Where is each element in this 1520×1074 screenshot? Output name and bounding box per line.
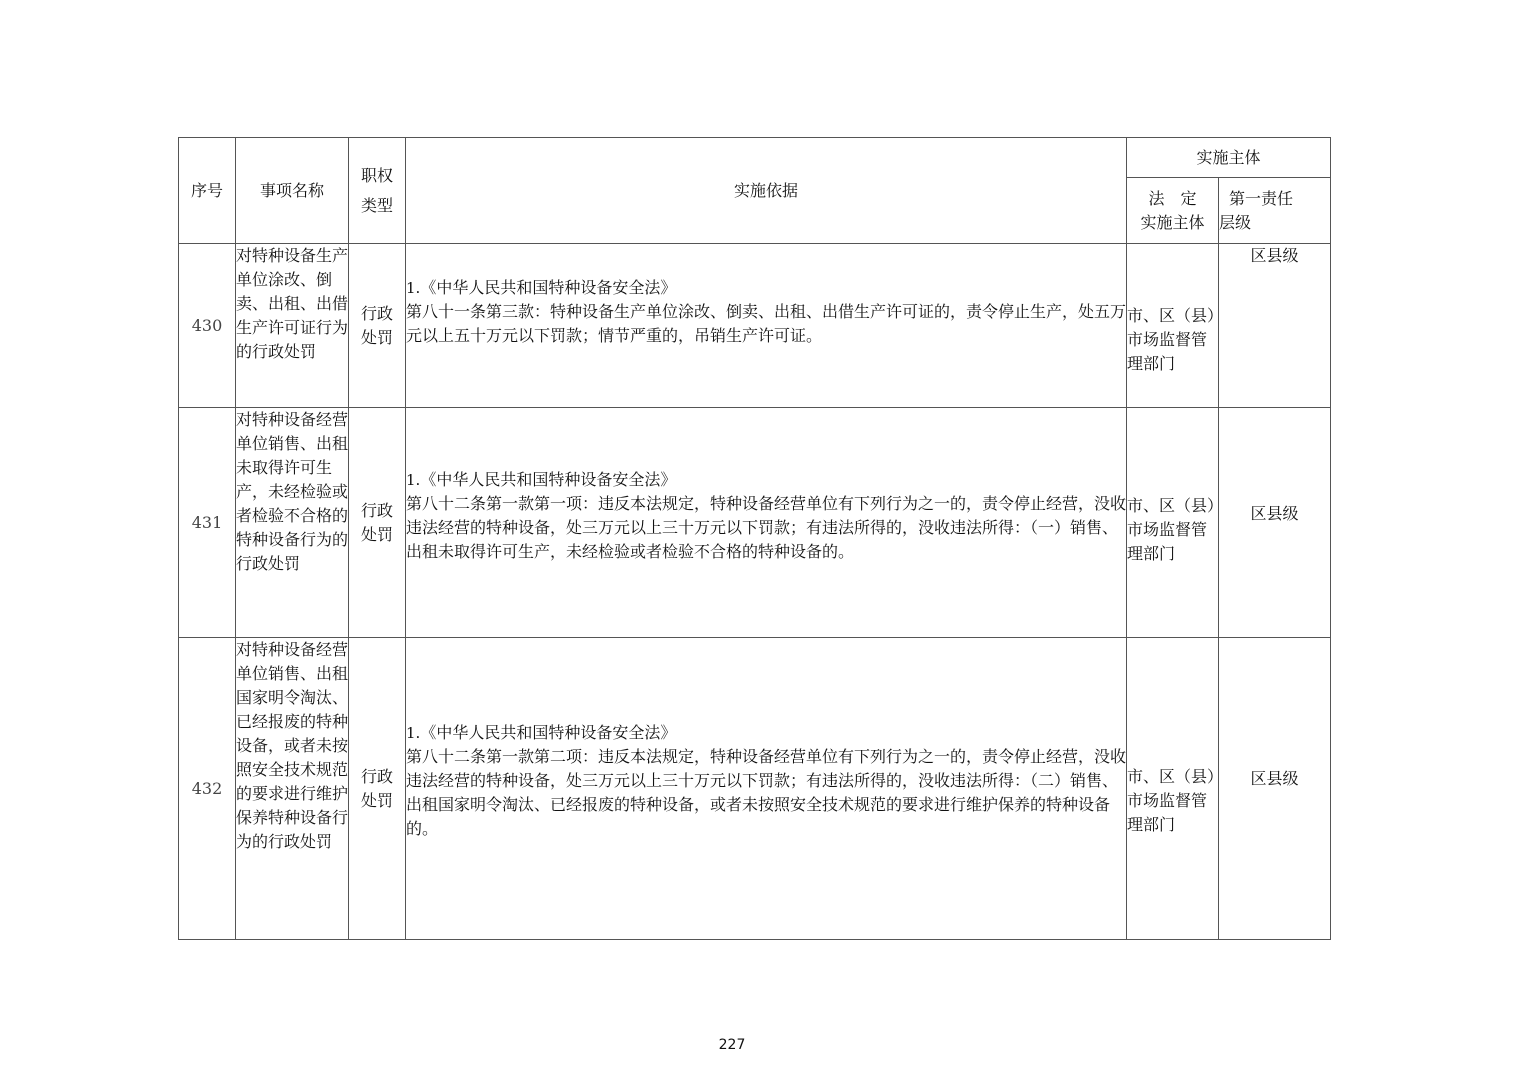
row-legal-subject: 市、区（县）市场监督管理部门 bbox=[1127, 408, 1219, 638]
header-legal-line1: 法 定 bbox=[1148, 188, 1197, 208]
law-title-text: 《中华人民共和国特种设备安全法》 bbox=[420, 469, 677, 489]
header-type-line2: 类型 bbox=[360, 195, 393, 215]
row-seq: 431 bbox=[179, 408, 236, 638]
law-title bbox=[406, 468, 1126, 492]
table-row bbox=[179, 244, 1331, 408]
row-type-line1: 行政 bbox=[360, 303, 393, 323]
row-item-name: 对特种设备经营单位销售、出租国家明令淘汰、已经报废的特种设备，或者未按照安全技术规范的要求进行维护保养特种设备行为的行政处罚 bbox=[236, 638, 349, 940]
row-item-name: 对特种设备经营单位销售、出租未取得许可生产，未经检验或者检验不合格的特种设备行为的行政处罚 bbox=[236, 408, 349, 638]
page-number: 227 bbox=[718, 1037, 746, 1053]
header-first-level bbox=[1219, 178, 1331, 244]
header-name: 事项名称 bbox=[236, 138, 349, 244]
law-title-text: 《中华人民共和国特种设备安全法》 bbox=[420, 277, 677, 297]
law-title-text: 《中华人民共和国特种设备安全法》 bbox=[420, 722, 677, 742]
row-legal-subject: 市、区（县）市场监督管理部门 bbox=[1127, 638, 1219, 940]
header-first-line1: 第一责任 bbox=[1229, 188, 1294, 208]
row-type-line2: 处罚 bbox=[360, 790, 393, 810]
law-title bbox=[406, 721, 1126, 745]
row-level: 区县级 bbox=[1219, 408, 1331, 638]
authority-table bbox=[178, 137, 1331, 940]
law-number: 1. bbox=[406, 470, 421, 489]
header-legal-subject bbox=[1127, 178, 1219, 244]
row-item-name: 对特种设备生产单位涂改、倒卖、出租、出借生产许可证行为的行政处罚 bbox=[236, 244, 349, 408]
header-first-line2: 层级 bbox=[1219, 212, 1252, 232]
row-basis bbox=[406, 638, 1127, 940]
law-number: 1. bbox=[406, 278, 421, 297]
law-text: 第八十二条第一款第一项：违反本法规定，特种设备经营单位有下列行为之一的，责令停止经营，没收违法经营的特种设备，处三万元以上三十万元以下罚款；有违法所得的，没收违法所得：（一）销售、出租未取得许可生产，未经检验或者检验不合格的特种设备的。 bbox=[406, 493, 1127, 561]
header-type-line1: 职权 bbox=[360, 165, 393, 185]
header-subject-group: 实施主体 bbox=[1127, 138, 1331, 178]
header-basis: 实施依据 bbox=[406, 138, 1127, 244]
header-type bbox=[349, 138, 406, 244]
row-basis bbox=[406, 244, 1127, 408]
table-row bbox=[179, 638, 1331, 940]
header-row bbox=[179, 138, 1331, 178]
row-type bbox=[349, 638, 406, 940]
row-type bbox=[349, 408, 406, 638]
row-type-line2: 处罚 bbox=[360, 327, 393, 347]
table-row bbox=[179, 408, 1331, 638]
row-legal-subject: 市、区（县）市场监督管理部门 bbox=[1127, 244, 1219, 408]
row-type-line2: 处罚 bbox=[360, 524, 393, 544]
header-seq: 序号 bbox=[179, 138, 236, 244]
row-level: 区县级 bbox=[1219, 244, 1331, 408]
law-text: 第八十二条第一款第二项：违反本法规定，特种设备经营单位有下列行为之一的，责令停止经营，没收违法经营的特种设备，处三万元以上三十万元以下罚款；有违法所得的，没收违法所得：（二）销售、出租国家明令淘汰、已经报废的特种设备，或者未按照安全技术规范的要求进行维护保养的特种设备的。 bbox=[406, 746, 1127, 838]
law-number: 1. bbox=[406, 723, 421, 742]
row-basis bbox=[406, 408, 1127, 638]
header-legal-line2: 实施主体 bbox=[1140, 212, 1205, 232]
row-type-line1: 行政 bbox=[360, 500, 393, 520]
law-title bbox=[406, 276, 1126, 300]
row-type-line1: 行政 bbox=[360, 766, 393, 786]
row-seq: 432 bbox=[179, 638, 236, 940]
row-level: 区县级 bbox=[1219, 638, 1331, 940]
row-type bbox=[349, 244, 406, 408]
law-text: 第八十一条第三款：特种设备生产单位涂改、倒卖、出租、出借生产许可证的，责令停止生产，处五万元以上五十万元以下罚款；情节严重的，吊销生产许可证。 bbox=[406, 301, 1127, 345]
row-seq: 430 bbox=[179, 244, 236, 408]
